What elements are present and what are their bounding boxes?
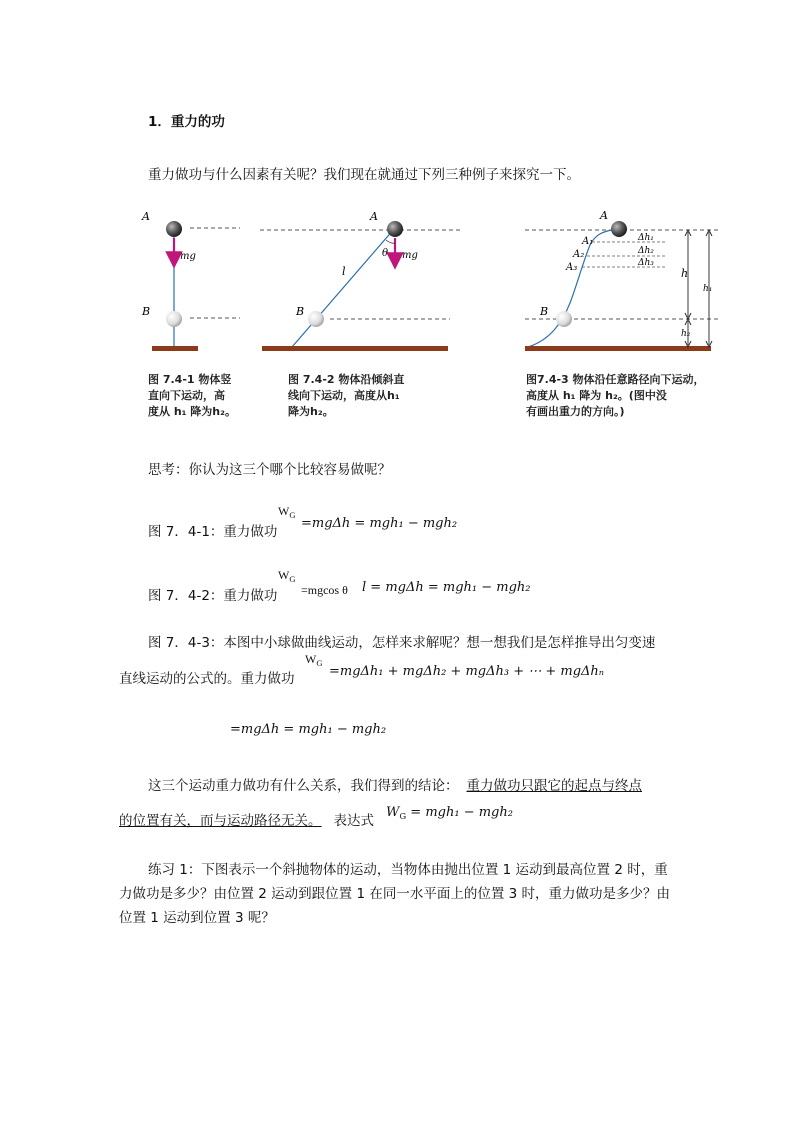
section-heading: 1．重力的功 bbox=[148, 114, 225, 130]
ball-at-b bbox=[308, 311, 324, 327]
conclusion-line1: 这三个运动重力做功有什么关系，我们得到的结论： 重力做功只跟它的起点与终点 bbox=[148, 778, 642, 794]
ball-at-a bbox=[611, 221, 627, 237]
eq1-label: 图 7．4-1：重力做功 bbox=[148, 524, 278, 540]
figure-3 bbox=[525, 209, 720, 351]
eq2-label: 图 7．4-2：重力做功 bbox=[148, 588, 278, 604]
label-l: l bbox=[342, 265, 346, 278]
think-question: 思考：你认为这三个哪个比较容易做呢？ bbox=[148, 462, 391, 478]
label-a1: A₁ bbox=[582, 236, 594, 247]
angle-arc bbox=[386, 240, 395, 243]
figure-2 bbox=[260, 210, 460, 351]
label-dh1: Δh₁ bbox=[638, 233, 654, 243]
ground bbox=[525, 346, 711, 351]
figure-2-caption: 图 7.4-2 物体沿倾斜直 线向下运动，高度从h₁ 降为h₂。 bbox=[288, 373, 405, 418]
eq3-expression-2: =mgΔh = mgh₁ − mgh₂ bbox=[230, 722, 387, 737]
ball-at-a bbox=[166, 221, 182, 237]
ball-at-b bbox=[166, 311, 182, 327]
label-theta: θ bbox=[382, 248, 389, 259]
eq2-mgcos: =mgcos θ bbox=[301, 583, 348, 597]
exercise-line1: 练习 1：下图表示一个斜抛物体的运动，当物体由抛出位置 1 运动到最高位置 2 时，重 bbox=[148, 862, 668, 878]
label-a2: A₂ bbox=[573, 249, 585, 260]
ground bbox=[152, 346, 198, 351]
curved-path bbox=[528, 229, 618, 347]
label-mg: mg bbox=[402, 250, 418, 261]
conclusion-expression: $W_G = mgh_1 - mgh_2$ bbox=[386, 805, 513, 822]
inclined-path bbox=[292, 229, 394, 347]
eq1-expression: =mgΔh = mgh₁ − mgh₂ bbox=[301, 516, 458, 531]
label-a3: A₃ bbox=[566, 262, 578, 273]
label-b: B bbox=[142, 305, 151, 318]
exercise-line2: 力做功是多少？由位置 2 运动到跟位置 1 在同一水平面上的位置 3 时，重力做功是多少？由 bbox=[119, 886, 671, 902]
conclusion-underlined-1: 重力做功只跟它的起点与终点 bbox=[466, 778, 642, 794]
eq3-expression: =mgΔh₁ + mgΔh₂ + mgΔh₃ + ⋯ + mgΔhₙ bbox=[329, 664, 605, 679]
ball-at-b bbox=[556, 311, 572, 327]
eq2-wg: $W_G$ bbox=[278, 568, 296, 584]
figure-1-caption: 图 7.4-1 物体竖 直向下运动，高 度从 h₁ 降为h₂。 bbox=[148, 373, 236, 418]
label-h2: h₂ bbox=[681, 329, 691, 339]
ground bbox=[262, 346, 448, 351]
label-a: A bbox=[142, 210, 150, 223]
figure-3-caption: 图7.4-3 物体沿任意路径向下运动， 高度从 h₁ 降为 h₂。(图中没 有画出重力的方向。) bbox=[526, 373, 705, 418]
label-a: A bbox=[370, 210, 378, 223]
label-mg: mg bbox=[180, 251, 196, 262]
label-dh2: Δh₂ bbox=[638, 246, 654, 256]
label-a: A bbox=[600, 209, 608, 222]
conclusion-underlined-2: 的位置有关，而与运动路径无关。 bbox=[119, 813, 322, 829]
label-h: h bbox=[681, 267, 689, 280]
label-b: B bbox=[296, 305, 305, 318]
intro-text: 重力做功与什么因素有关呢？我们现在就通过下列三种例子来探究一下。 bbox=[148, 167, 580, 183]
eq3-wg: $W_G$ bbox=[305, 652, 323, 668]
conclusion-line2: 的位置有关，而与运动路径无关。 表达式 bbox=[119, 813, 374, 829]
eq3-line2: 直线运动的公式的。重力做功 bbox=[119, 671, 295, 687]
label-b: B bbox=[540, 305, 549, 318]
eq3-line1: 图 7．4-3：本图中小球做曲线运动，怎样来求解呢？想一想我们是怎样推导出匀变速 bbox=[148, 635, 656, 651]
exercise-line3: 位置 1 运动到位置 3 呢？ bbox=[119, 910, 275, 926]
label-h1: h₁ bbox=[703, 284, 713, 294]
label-dh3: Δh₃ bbox=[638, 258, 654, 268]
ball-at-a bbox=[387, 221, 403, 237]
eq1-wg: $W_G$ bbox=[278, 504, 296, 520]
figure-1 bbox=[141, 210, 240, 351]
eq2-expression: l = mgΔh = mgh₁ − mgh₂ bbox=[362, 580, 531, 595]
